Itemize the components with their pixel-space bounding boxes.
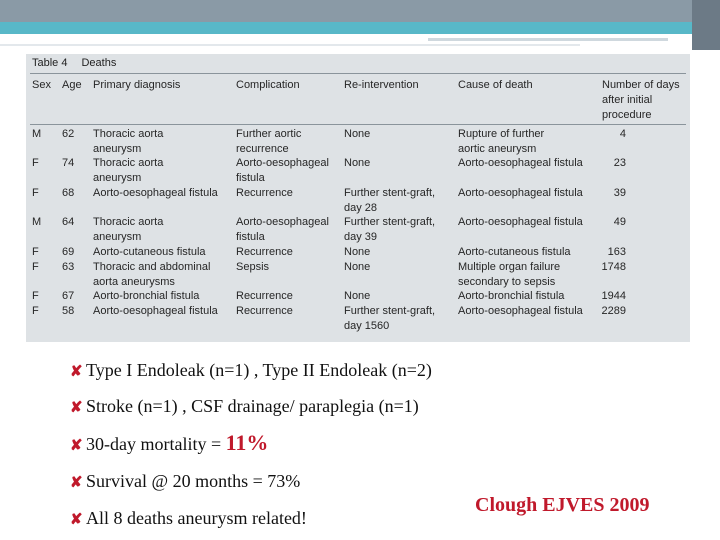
cell-age: 74: [62, 157, 75, 169]
cell-complication: Further aortic recurrence: [236, 128, 302, 155]
bullet-text: Stroke (n=1) , CSF drainage/ paraplegia (n=1): [86, 396, 419, 416]
cell-days: 23: [613, 157, 626, 169]
cross-mark-icon: ✘: [70, 438, 83, 454]
cell-age: 69: [62, 246, 75, 258]
cell-complication: Recurrence: [236, 305, 293, 317]
header-divider-line: [0, 44, 580, 46]
bullet-text: 30-day mortality =: [86, 434, 226, 454]
cell-cause: Aorto-cutaneous fistula: [458, 246, 571, 258]
cell-cause: Aorto-oesophageal fistula: [458, 187, 583, 199]
header-accent-bar: [0, 22, 720, 34]
table-caption: Deaths: [81, 57, 117, 69]
bullet-mortality: [70, 430, 268, 456]
bullet-text: Survival @ 20 months = 73%: [86, 471, 301, 491]
bullet-endoleak: [70, 360, 432, 381]
mortality-value: 11%: [225, 430, 269, 455]
cell-age: 62: [62, 128, 75, 140]
cell-sex: F: [32, 157, 39, 169]
table-rule: [30, 73, 686, 74]
cell-days: 1748: [601, 261, 626, 273]
cell-diagnosis: Aorto-bronchial fistula: [93, 290, 200, 302]
cell-sex: F: [32, 290, 39, 302]
cell-age: 64: [62, 216, 75, 228]
cell-reintervention: Further stent-graft, day 28: [344, 187, 436, 214]
cell-diagnosis: Aorto-oesophageal fistula: [93, 305, 218, 317]
cell-days: 2289: [601, 305, 626, 317]
table-number: Table 4: [32, 57, 68, 69]
cell-cause: Aorto-oesophageal fistula: [458, 216, 583, 228]
cell-reintervention: Further stent-graft, day 39: [344, 216, 436, 243]
cell-reintervention: None: [344, 157, 371, 169]
column-header-complication: Complication: [236, 79, 300, 91]
cell-sex: F: [32, 261, 39, 273]
cell-reintervention: None: [344, 128, 371, 140]
cell-days: 4: [619, 128, 626, 140]
cell-diagnosis: Thoracic aorta aneurysm: [93, 128, 164, 155]
cell-days: 1944: [601, 290, 626, 302]
cross-mark-icon: ✘: [70, 400, 83, 416]
table-rule: [30, 124, 686, 125]
cell-age: 63: [62, 261, 75, 273]
cell-sex: F: [32, 246, 39, 258]
cell-cause: Aorto-oesophageal fistula: [458, 157, 583, 169]
cell-age: 58: [62, 305, 75, 317]
header-divider-line: [428, 38, 668, 41]
column-header-cause: Cause of death: [458, 79, 533, 91]
column-header-age: Age: [62, 79, 82, 91]
cell-complication: Recurrence: [236, 187, 293, 199]
cell-sex: F: [32, 187, 39, 199]
bullet-survival: [70, 471, 300, 492]
table-title: [32, 57, 130, 69]
cell-age: 68: [62, 187, 75, 199]
cell-complication: Recurrence: [236, 246, 293, 258]
cell-days: 163: [607, 246, 626, 258]
bullet-text: All 8 deaths aneurysm related!: [86, 508, 307, 528]
cell-complication: Aorto-oesophageal fistula: [236, 157, 329, 184]
cell-diagnosis: Aorto-oesophageal fistula: [93, 187, 218, 199]
header-bar: [0, 0, 720, 22]
cell-sex: M: [32, 216, 42, 228]
cell-sex: M: [32, 128, 42, 140]
cell-reintervention: None: [344, 290, 371, 302]
cell-cause: Rupture of further aortic aneurysm: [458, 128, 545, 155]
cell-complication: Sepsis: [236, 261, 270, 273]
cell-reintervention: Further stent-graft, day 1560: [344, 305, 436, 332]
cell-cause: Multiple organ failure secondary to sepsis: [458, 261, 561, 288]
cell-complication: Recurrence: [236, 290, 293, 302]
column-header-sex: Sex: [32, 79, 51, 91]
cell-complication: Aorto-oesophageal fistula: [236, 216, 329, 243]
column-header-diagnosis: Primary diagnosis: [93, 79, 181, 91]
bullet-stroke: [70, 396, 419, 417]
cell-diagnosis: Thoracic aorta aneurysm: [93, 216, 164, 243]
citation: Clough EJVES 2009: [475, 494, 650, 516]
cross-mark-icon: ✘: [70, 475, 83, 491]
cross-mark-icon: ✘: [70, 364, 83, 380]
cell-reintervention: None: [344, 261, 371, 273]
bullet-deaths: [70, 508, 307, 529]
cell-cause: Aorto-bronchial fistula: [458, 290, 565, 302]
column-header-days: Number of days after initial procedure: [602, 79, 680, 121]
cell-diagnosis: Thoracic aorta aneurysm: [93, 157, 164, 184]
cell-days: 49: [613, 216, 626, 228]
deaths-table: [26, 54, 690, 342]
bullet-text: Type I Endoleak (n=1) , Type II Endoleak (n=2): [86, 360, 432, 380]
header-corner-block: [692, 0, 720, 50]
cell-days: 39: [613, 187, 626, 199]
column-header-reintervention: Re-intervention: [344, 79, 419, 91]
cell-diagnosis: Aorto-cutaneous fistula: [93, 246, 206, 258]
cell-cause: Aorto-oesophageal fistula: [458, 305, 583, 317]
cell-reintervention: None: [344, 246, 371, 258]
cross-mark-icon: ✘: [70, 512, 83, 528]
cell-diagnosis: Thoracic and abdominal aorta aneurysms: [93, 261, 211, 288]
cell-sex: F: [32, 305, 39, 317]
cell-age: 67: [62, 290, 75, 302]
